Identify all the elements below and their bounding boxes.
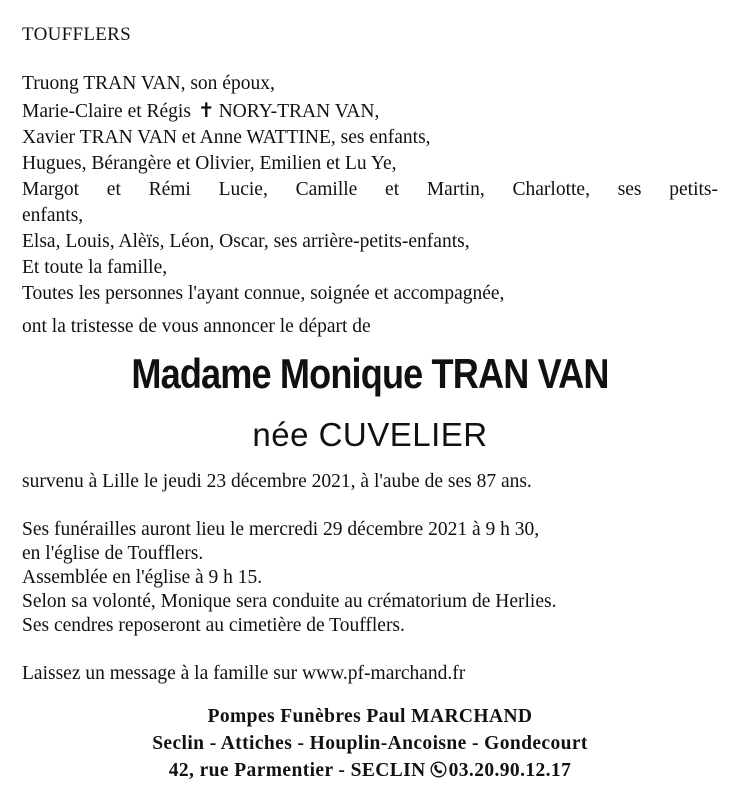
passing-text: survenu à Lille le jeudi 23 décembre 2021, à l'aube de ses 87 ans.: [22, 471, 532, 492]
family-line: Elsa, Louis, Alèïs, Léon, Oscar, ses arrière-petits-enfants,: [22, 231, 470, 252]
family-line: Et toute la famille,: [22, 257, 168, 278]
company-contact: [0, 757, 740, 784]
funeral-line: Ses cendres reposeront au cimetière de Toufflers.: [22, 615, 405, 636]
family-line: Xavier TRAN VAN et Anne WATTINE, ses enfants,: [22, 127, 431, 148]
company-phone: 03.20.90.12.17: [448, 760, 572, 781]
company-locations: Seclin - Attiches - Houplin-Ancoisne - Gondecourt: [152, 733, 588, 754]
town-heading: TOUFFLERS: [22, 24, 131, 45]
funeral-line: en l'église de Toufflers.: [22, 543, 204, 564]
family-line: [22, 97, 718, 125]
family-list: [22, 71, 718, 307]
family-line: Truong TRAN VAN, son époux,: [22, 73, 275, 94]
announcement-text: ont la tristesse de vous annoncer le départ de: [22, 316, 371, 337]
cross-icon: ✝: [197, 98, 215, 122]
funeral-details: [22, 518, 556, 638]
company-name: Pompes Funèbres Paul MARCHAND: [207, 706, 533, 727]
funeral-line: Selon sa volonté, Monique sera conduite au crématorium de Herlies.: [22, 591, 557, 612]
family-line-part: Marie-Claire et Régis: [22, 101, 191, 122]
deceased-name: Madame Monique TRAN VAN: [131, 350, 609, 397]
family-line-part: NORY-TRAN VAN,: [218, 101, 380, 122]
family-line: Hugues, Bérangère et Olivier, Emilien et Lu Ye,: [22, 153, 397, 174]
funeral-home-footer: [0, 703, 740, 784]
phone-icon: [430, 761, 447, 778]
maiden-name: née CUVELIER: [252, 416, 488, 453]
funeral-line: Assemblée en l'église à 9 h 15.: [22, 567, 263, 588]
family-line: enfants,: [22, 205, 84, 226]
message-link-text: Laissez un message à la famille sur www.pf-marchand.fr: [22, 663, 466, 684]
family-line: Margot et Rémi Lucie, Camille et Martin, Charlotte, ses petits-: [22, 179, 718, 200]
company-address: 42, rue Parmentier - SECLIN: [168, 760, 426, 781]
funeral-line: Ses funérailles auront lieu le mercredi 29 décembre 2021 à 9 h 30,: [22, 519, 540, 540]
family-line: Toutes les personnes l'ayant connue, soignée et accompagnée,: [22, 283, 505, 304]
